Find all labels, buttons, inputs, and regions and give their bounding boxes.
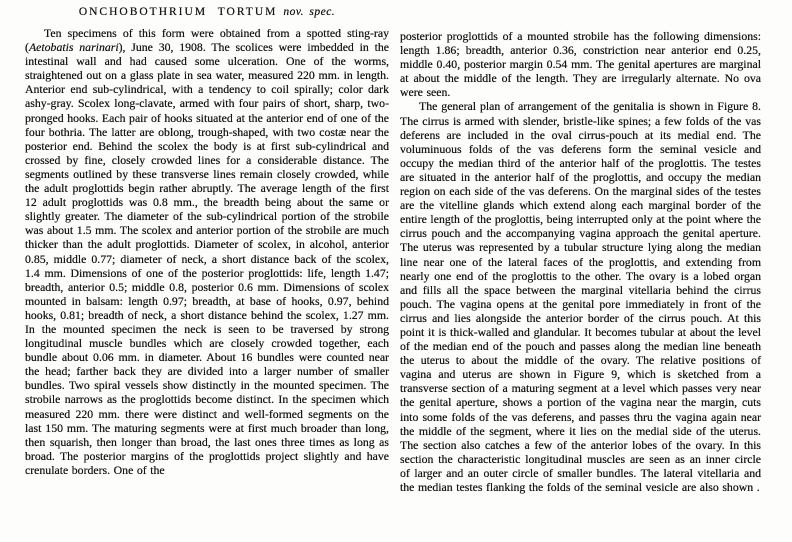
section-heading bbox=[25, 6, 389, 18]
species-name: ONCHOBOTHRIUM TORTUM bbox=[78, 6, 278, 18]
paragraph-genitalia-plan: The general plan of arrangement of the genitalia is shown in Figure 8. The cirrus is armed with slender, bristle-like spines; a few folds of the vas deferens are included in the oval cirrus-pouch at its medial end. The voluminuous folds of the vas deferens form the seminal vesicle and occupy the median third of the anterior half of the proglottis. The testes are situated in the anterior half of the proglottis, and occupy the median region on each side of the vas deferens. On the marginal sides of the testes are the vitelline glands which extend along each marginal border of the entire length of the proglottis, being interrupted only at the point where the cirrus pouch and the accompanying vagina approach the genital aperture. The uterus was represented by a tubular structure lying along the median line near one of the lateral faces of the proglottis, and extending from nearly one end of the proglottis to the other. The ovary is a lobed organ and fills all the space between the marginal vitellaria behind the cirrus pouch. The vagina opens at the genital pore immediately in front of the cirrus and lies alongside the anterior border of the cirrus pouch. At this point it is thick-walled and glandular. It becomes tubular at about the level of the median end of the pouch and passes along the median line beneath the uterus to about the middle of the ovary. The relative positions of vagina and uterus are shown in Figure 9, which is sketched from a transverse section of a maturing segment at a level which passes very near the genital aperture, shows a portion of the vagina near the margin, cuts into some folds of the vas deferens, and passes thru the vagina again near the middle of the segment, where it lies on the medial side of the uterus. The section also catches a few of the anterior lobes of the ovary. In this section the characteristic longitudinal muscles are seen as an inner circle of larger and an outer circle of smaller bundles. The lateral vitellaria and the median testes flanking the folds of the seminal vesicle are also shown . bbox=[400, 99, 761, 494]
new-species-qualifier: nov. spec. bbox=[283, 6, 336, 18]
paragraph-species-description-continued: posterior proglottids of a mounted strobile has the following dimensions: length 1.86; breadth, anterior 0.36, constriction near anterior end 0.25, middle 0.40, posterior margin 0.54 mm. The genital apertures are marginal at about the middle of the length. They are irregularly alternate. No ova were seen. bbox=[400, 29, 761, 100]
paragraph-species-description: Ten specimens of this form were obtained from a spotted sting-ray (Aetobatis narinari), June 30, 1908. The scolices were imbedded in the intestinal wall and had caused some ulceration. One of the worms, straightened out on a glass plate in sea water, measured 220 mm. in length. Anterior end sub-cylindrical, with a tendency to coil spirally; color dark ashy-gray. Scolex long-clavate, armed with four pairs of short, sharp, two-pronged hooks. Each pair of hooks situated at the anterior end of one of the four bothria. The latter are oblong, trough-shaped, with two costæ near the posterior end. Behind the scolex the body is at first sub-cylindrical and crossed by fine, closely crowded lines for a considerable distance. The segments outlined by these transverse lines remain closely crowded, while the adult proglottids begin rather abruptly. The average length of the first 12 adult proglottids was 0.8 mm., the breadth being about the same or slightly greater. The diameter of the sub-cylindrical portion of the strobile was about 1.5 mm. The scolex and anterior portion of the strobile are much thicker than the adult proglottids. Diameter of scolex, in alcohol, anterior 0.85, middle 0.77; diameter of neck, a short distance back of the scolex, 1.4 mm. Dimensions of one of the posterior proglottids: life, length 1.47; breadth, anterior 0.5; middle 0.8, posterior 0.6 mm. Dimensions of scolex mounted in balsam: length 0.97; breadth, at base of hooks, 0.97, behind hooks, 0.81; breadth of neck, a short distance behind the scolex, 1.27 mm. In the mounted specimen the neck is seen to be traversed by strong longitudinal muscle bundles which are closely crowded together, each bundle about 0.06 mm. in diameter. About 16 bundles were counted near the head; farther back they are divided into a larger number of smaller bundles. Two spiral vessels show distinctly in the mounted specimen. The strobile narrows as the proglottids become distinct. In the specimen which measured 220 mm. there were distinct and well-formed segments on the last 150 mm. The maturing segments were at first much broader than long, then squarish, then longer than broad, the last ones three times as long as broad. The posterior margins of the proglottids project slightly and have crenulate borders. One of the bbox=[25, 26, 389, 477]
left-column bbox=[25, 6, 389, 477]
right-column bbox=[400, 29, 761, 494]
